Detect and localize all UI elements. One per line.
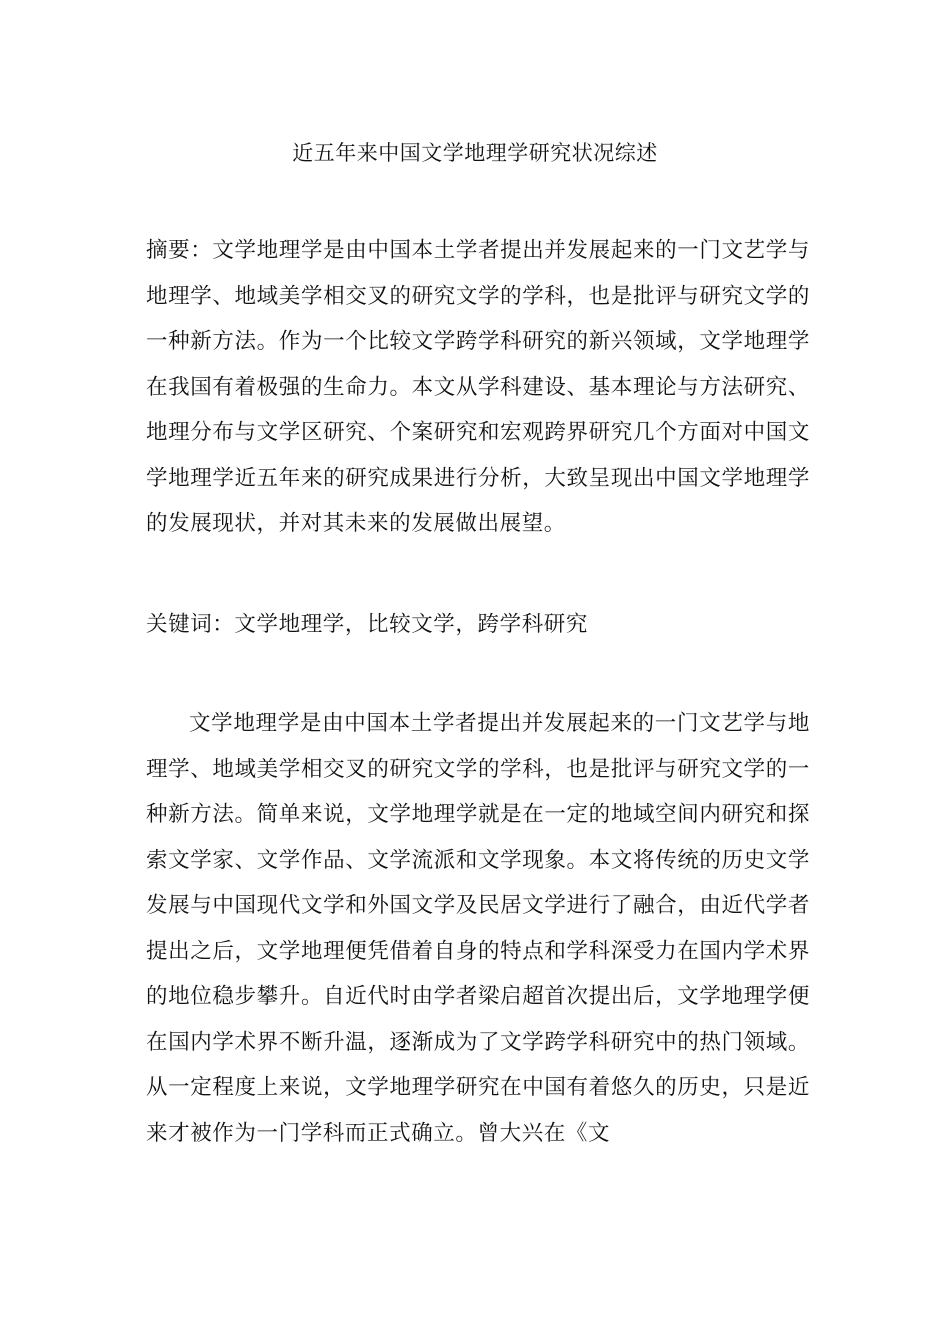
abstract-label: 摘要： [146, 238, 213, 263]
abstract-text: 文学地理学是由中国本土学者提出并发展起来的一门文艺学与地理学、地域美学相交叉的研究文学的学科，也是批评与研究文学的一种新方法。作为一个比较文学跨学科研究的新兴领域，文学地理学在我国有着极强的生命力。本文从学科建设、基本理论与方法研究、地理分布与文学区研究、个案研究和宏观跨界研究几个方面对中国文学地理学近五年来的研究成果进行分析，大致呈现出中国文学地理学的发展现状，并对其未来的发展做出展望。 [146, 238, 810, 536]
keywords-text: 文学地理学，比较文学，跨学科研究 [234, 612, 589, 637]
keywords-line [146, 602, 810, 648]
body-paragraph: 文学地理学是由中国本土学者提出并发展起来的一门文艺学与地理学、地域美学相交叉的研究文学的学科，也是批评与研究文学的一种新方法。简单来说，文学地理学就是在一定的地域空间内研究和探索文学家、文学作品、文学流派和文学现象。本文将传统的历史文学发展与中国现代文学和外国文学及民居文学进行了融合，由近代学者提出之后，文学地理便凭借着自身的特点和学科深受力在国内学术界的地位稳步攀升。自近代时由学者梁启超首次提出后，文学地理学便在国内学术界不断升温，逐渐成为了文学跨学科研究中的热门领域。从一定程度上来说，文学地理学研究在中国有着悠久的历史，只是近来才被作为一门学科而正式确立。曾大兴在《文 [146, 711, 810, 1146]
keywords-label: 关键词： [146, 612, 235, 637]
abstract-paragraph [146, 228, 810, 547]
document-title: 近五年来中国文学地理学研究状况综述 [292, 141, 658, 165]
